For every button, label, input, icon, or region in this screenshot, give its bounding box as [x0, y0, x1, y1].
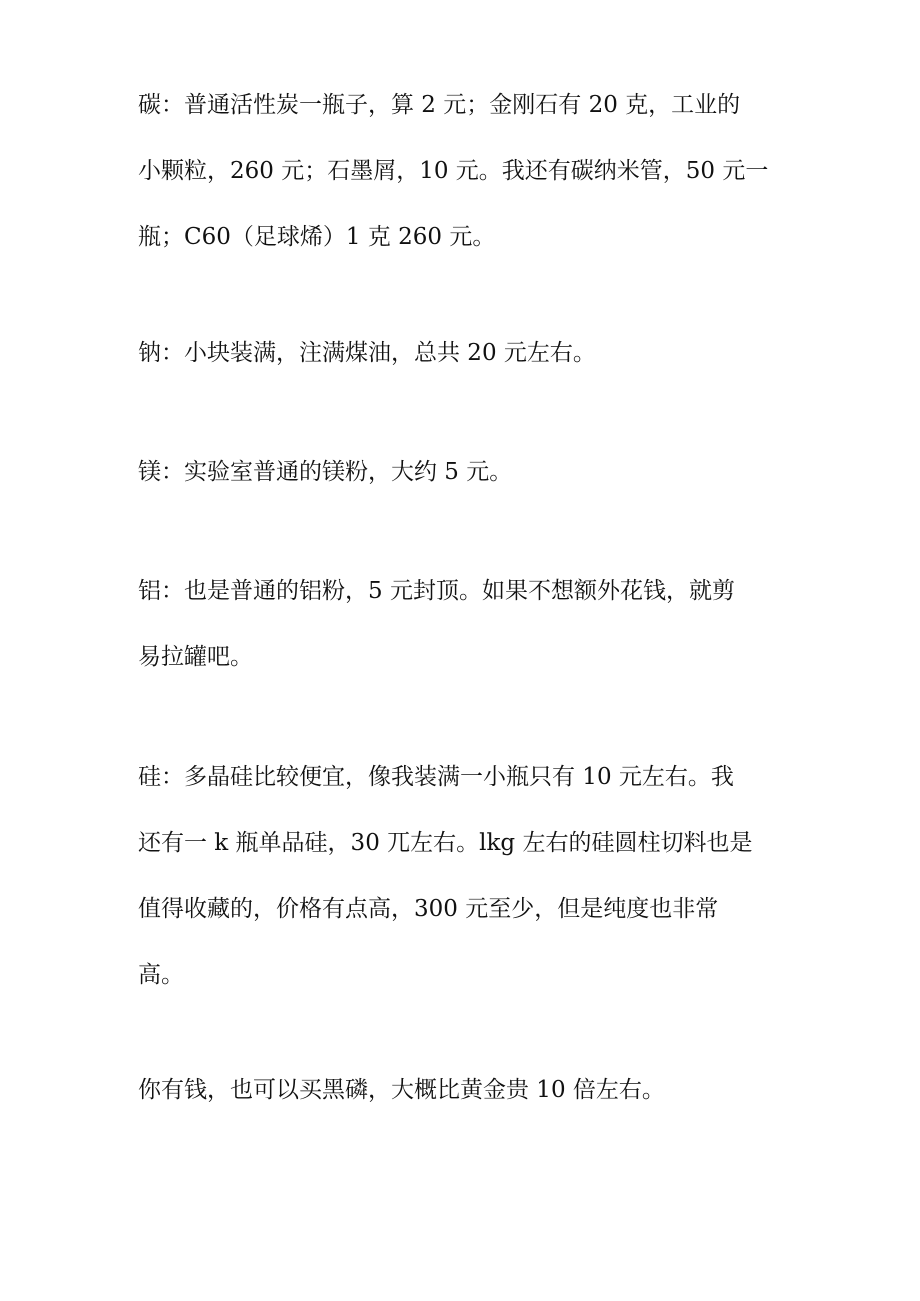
paragraph-aluminum	[138, 558, 788, 690]
paragraph-line: 你有钱，也可以买黑磷，大概比黄金贵 10 倍左右。	[138, 1077, 665, 1103]
paragraph-line: 镁：实验室普通的镁粉，大约 5 元。	[138, 459, 513, 485]
paragraph-black-phosphorus	[138, 1057, 788, 1123]
paragraph-silicon	[138, 744, 788, 1008]
paragraph-line: 铝：也是普通的铝粉，5 元封顶。如果不想额外花钱，就剪	[138, 578, 735, 604]
paragraph-carbon	[138, 72, 788, 270]
paragraph-line: 硅：多晶硅比较便宜，像我装满一小瓶只有 10 元左右。我	[138, 764, 734, 790]
paragraph-line: 易拉罐吧。	[138, 644, 253, 670]
paragraph-line: 高。	[138, 962, 184, 988]
paragraph-magnesium	[138, 439, 788, 505]
paragraph-sodium	[138, 320, 788, 386]
paragraph-line: 碳：普通活性炭一瓶子，算 2 元；金刚石有 20 克，工业的	[138, 92, 741, 118]
paragraph-line: 瓶；C60（足球烯）1 克 260 元。	[138, 224, 496, 250]
paragraph-line: 小颗粒，260 元；石墨屑，10 元。我还有碳纳米管，50 元一	[138, 158, 769, 184]
paragraph-line: 还有一 k 瓶单品硅，30 兀左右。lkg 左右的硅圆柱切料也是	[138, 830, 753, 856]
paragraph-line: 值得收藏的，价格有点高，300 元至少，但是纯度也非常	[138, 896, 719, 922]
paragraph-line: 钠：小块装满，注满煤油，总共 20 元左右。	[138, 340, 596, 366]
